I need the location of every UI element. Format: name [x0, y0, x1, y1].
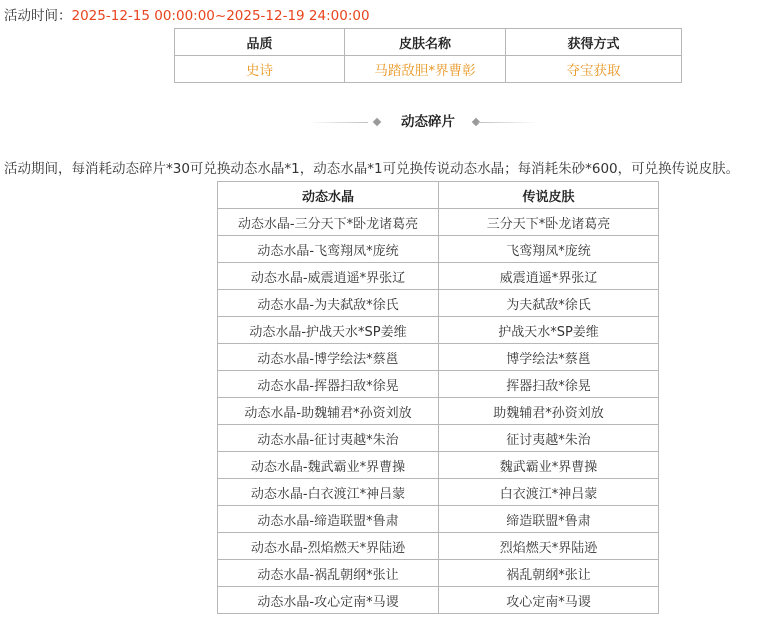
cell-dynamic-crystal: 动态水晶-博学绘法*蔡邕	[218, 344, 439, 371]
table-row	[218, 479, 659, 506]
cell-dynamic-crystal: 动态水晶-飞鸾翔凤*庞统	[218, 236, 439, 263]
cell-dynamic-crystal: 动态水晶-三分天下*卧龙诸葛亮	[218, 209, 439, 236]
cell-legend-skin: 缔造联盟*鲁肃	[439, 506, 659, 533]
cell-dynamic-crystal: 动态水晶-魏武霸业*界曹操	[218, 452, 439, 479]
cell-dynamic-crystal: 动态水晶-助魏辅君*孙资刘放	[218, 398, 439, 425]
cell-dynamic-crystal: 动态水晶-缔造联盟*鲁肃	[218, 506, 439, 533]
header-obtain-method: 获得方式	[506, 29, 682, 56]
cell-dynamic-crystal: 动态水晶-白衣渡江*神吕蒙	[218, 479, 439, 506]
event-time	[4, 6, 370, 26]
table-row	[218, 560, 659, 587]
cell-quality: 史诗	[175, 56, 345, 83]
header-dynamic-crystal: 动态水晶	[218, 182, 439, 209]
table-row	[218, 263, 659, 290]
header-legend-skin: 传说皮肤	[439, 182, 659, 209]
table-row	[218, 371, 659, 398]
cell-legend-skin: 威震逍遥*界张辽	[439, 263, 659, 290]
table-row	[218, 236, 659, 263]
table-header-row	[175, 29, 682, 56]
table-row	[218, 344, 659, 371]
cell-legend-skin: 挥器扫敌*徐晃	[439, 371, 659, 398]
table-header-row	[218, 182, 659, 209]
table-row	[218, 452, 659, 479]
header-quality: 品质	[175, 29, 345, 56]
cell-legend-skin: 烈焰燃天*界陆逊	[439, 533, 659, 560]
header-skin-name: 皮肤名称	[345, 29, 506, 56]
cell-legend-skin: 魏武霸业*界曹操	[439, 452, 659, 479]
cell-legend-skin: 征讨夷越*朱治	[439, 425, 659, 452]
cell-legend-skin: 攻心定南*马谡	[439, 587, 659, 614]
cell-dynamic-crystal: 动态水晶-为夫弑敌*徐氏	[218, 290, 439, 317]
cell-dynamic-crystal: 动态水晶-挥器扫敌*徐晃	[218, 371, 439, 398]
cell-legend-skin: 博学绘法*蔡邕	[439, 344, 659, 371]
table-row	[218, 398, 659, 425]
table-row	[218, 209, 659, 236]
crystal-exchange-table	[217, 181, 659, 614]
cell-legend-skin: 祸乱朝纲*张让	[439, 560, 659, 587]
section-title	[290, 112, 470, 132]
cell-obtain-method: 夺宝获取	[506, 56, 682, 83]
table-row	[218, 317, 659, 344]
table-row	[218, 425, 659, 452]
cell-legend-skin: 为夫弑敌*徐氏	[439, 290, 659, 317]
cell-dynamic-crystal: 动态水晶-攻心定南*马谡	[218, 587, 439, 614]
cell-legend-skin: 飞鸾翔凤*庞统	[439, 236, 659, 263]
table-row	[218, 587, 659, 614]
event-description: 活动期间，每消耗动态碎片*30可兑换动态水晶*1，动态水晶*1可兑换传说动态水晶；每消耗朱砂*600，可兑换传说皮肤。	[4, 161, 740, 177]
event-time-value: 2025-12-15 00:00:00~2025-12-19 24:00:00	[71, 8, 370, 24]
cell-legend-skin: 护战天水*SP姜维	[439, 317, 659, 344]
cell-dynamic-crystal: 动态水晶-威震逍遥*界张辽	[218, 263, 439, 290]
table-row	[218, 506, 659, 533]
table-row	[175, 56, 682, 83]
table-row	[218, 290, 659, 317]
cell-dynamic-crystal: 动态水晶-护战天水*SP姜维	[218, 317, 439, 344]
cell-legend-skin: 白衣渡江*神吕蒙	[439, 479, 659, 506]
cell-dynamic-crystal: 动态水晶-征讨夷越*朱治	[218, 425, 439, 452]
cell-legend-skin: 助魏辅君*孙资刘放	[439, 398, 659, 425]
skin-info-table	[174, 28, 682, 83]
section-title-text: 动态碎片	[401, 114, 455, 130]
cell-dynamic-crystal: 动态水晶-烈焰燃天*界陆逊	[218, 533, 439, 560]
divider-line-left	[308, 122, 368, 123]
cell-skin-name: 马踏敌胆*界曹彰	[345, 56, 506, 83]
event-time-label: 活动时间：	[4, 8, 72, 24]
cell-legend-skin: 三分天下*卧龙诸葛亮	[439, 209, 659, 236]
cell-dynamic-crystal: 动态水晶-祸乱朝纲*张让	[218, 560, 439, 587]
divider-line-right	[478, 122, 538, 123]
table-row	[218, 533, 659, 560]
diamond-icon	[373, 118, 381, 126]
